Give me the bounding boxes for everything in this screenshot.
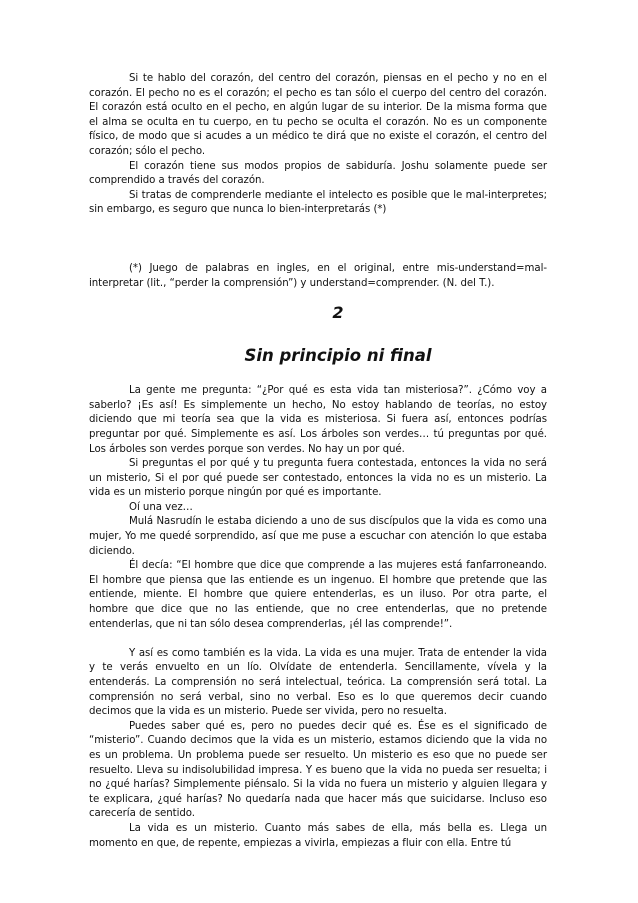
paragraph-intellect: Si tratas de comprenderle mediante el intelecto es posible que le mal-interpretes; sin embargo, es seguro que nunca lo bien-interpretarás (*) (89, 189, 547, 216)
paragraph-nasrudin: Mulá Nasrudín le estaba diciendo a uno de sus discípulos que la vida es como una mujer, Yo me quedé sorprendido, así que me puse a escuchar con atención lo que estaba diciendo. (89, 516, 547, 557)
paragraph-oi-una-vez: Oí una vez… (129, 501, 193, 513)
paragraph-life-mystery: La vida es un misterio. Cuanto más sabes de ella, más bella es. Llega un momento en que, de repente, empiezas a vivirla, empiezas a fluir con ella. Entre tú (89, 822, 547, 849)
spacer (89, 218, 547, 262)
chapter-title: Sin principio ni final (244, 346, 432, 366)
paragraph-mysterious-life: La gente me pregunta: “¿Por qué es esta vida tan misteriosa?”. ¿Cómo voy a saberlo? ¡Es así! Es simplemente un hecho, No estoy hablando de teorías, no estoy diciendo que mi teoría sea que la vida es misteriosa. Si fuera así, entonces podrías preguntar por qué. Simplemente es así. Los árboles son verdes… tú preguntas por qué. Los árboles son verdes porque son verdes. No hay un por qué. (89, 385, 547, 455)
paragraph-mystery-meaning: Puedes saber qué es, pero no puedes decir qué es. Ése es el significado de “misterio”. Cuando decimos que la vida es un misterio, estamos diciendo que la vida no es un problema. Un problema puede ser resuelto. Un misterio es eso que no puede ser resuelto. Lleva su indisolubilidad impresa. Y es bueno que la vida no pueda ser resuelta; i no ¿qué harías? Simplemente piénsalo. Si la vida no fuera un misterio y alguien llegara y te explicara, ¿qué harías? No quedaría nada que hacer más que suicidarse. Incluso eso carecería de sentido. (89, 720, 547, 820)
spacer (89, 367, 547, 384)
paragraph-heart-wisdom: El corazón tiene sus modos propios de sabiduría. Joshu solamente puede ser comprendido a través del corazón. (89, 160, 547, 187)
document-page (89, 72, 547, 851)
paragraph-el-decia: Él decía: “El hombre que dice que comprende a las mujeres está fanfarroneando. El hombre que piensa que las entiende es un ingenuo. El hombre que pretende que las entiende, miente. El hombre que quiere entenderlas, es un iluso. Por otra parte, el hombre que dice que no las entiende, que no cree entenderlas, que no pretende entenderlas, que ni tan sólo desea comprenderlas, ¡él las comprende!”. (89, 560, 547, 630)
footnote: (*) Juego de palabras en ingles, en el original, entre mis-understand=mal-interpretar (lit., “perder la comprensión”) y understand=comprender. (N. del T.). (89, 262, 547, 289)
paragraph-life-is-woman: Y así es como también es la vida. La vida es una mujer. Trata de entender la vida y te verás envuelto en un lío. Olvídate de entenderla. Sencillamente, vívela y la entenderás. La comprensión no será intelectual, teórica. La comprensión será total. La comprensión no será verbal, sino no verbal. Eso es lo que queremos decir cuando decimos que la vida es un misterio. Puede ser vivida, pero no resuelta. (89, 647, 547, 718)
paragraph-heart-chest: Si te hablo del corazón, del centro del corazón, piensas en el pecho y no en el corazón. El pecho no es el corazón; el pecho es tan sólo el cuerpo del centro del corazón. El corazón está oculto en el pecho, en algún lugar de su interior. De la misma forma que el alma se oculta en tu cuerpo, en tu pecho se oculta el corazón. No es un componente físico, de modo que si acudes a un médico te dirá que no existe el corazón, el centro del corazón; sólo el pecho. (89, 73, 547, 157)
spacer (89, 323, 547, 345)
spacer (89, 632, 547, 647)
spacer (89, 291, 547, 303)
chapter-number: 2 (332, 303, 344, 323)
paragraph-why-answered: Si preguntas el por qué y tu pregunta fuera contestada, entonces la vida no será un misterio, Si el por qué puede ser contestado, entonces la vida no es un misterio. La vida es un misterio porque ningún por qué es importante. (89, 458, 547, 499)
